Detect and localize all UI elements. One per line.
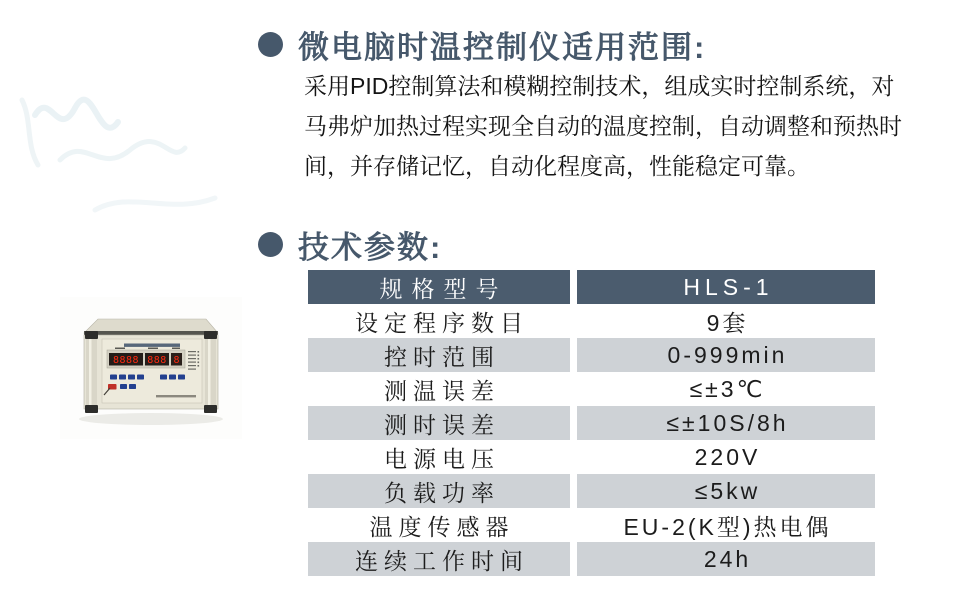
spec-value: 9套 <box>706 309 749 336</box>
column-divider <box>570 372 577 406</box>
spec-label: 控时范围 <box>308 338 570 372</box>
column-divider <box>570 508 577 542</box>
spec-value: ≤±3℃ <box>689 375 766 402</box>
table-row <box>308 542 875 576</box>
bullet-icon <box>258 32 283 57</box>
spec-header-value: HLS-1 <box>577 270 875 304</box>
svg-text:8888: 8888 <box>112 355 140 366</box>
table-row <box>308 474 875 508</box>
paragraph-line: 采用PID控制算法和模糊控制技术，组成实时控制系统，对 <box>304 73 895 99</box>
spec-table-header-row <box>308 270 875 304</box>
section-title-params: 技术参数: <box>298 230 443 265</box>
spec-table <box>308 270 875 576</box>
spec-header-label: 规格型号 <box>308 270 570 304</box>
table-row <box>308 406 875 440</box>
table-row <box>308 338 875 372</box>
section-heading-params <box>258 222 442 267</box>
spec-label: 连续工作时间 <box>308 542 570 576</box>
spec-label: 温度传感器 <box>369 513 515 540</box>
spec-label: 负载功率 <box>308 474 570 508</box>
panel-footer-text <box>156 395 196 397</box>
spec-value: ≤±10S/8h <box>577 406 875 440</box>
spec-value: ≤5kw <box>577 474 875 508</box>
table-row <box>308 508 875 542</box>
controller-product-photo <box>60 297 242 439</box>
section-title-range: 微电脑时温控制仪适用范围: <box>298 30 707 65</box>
table-row <box>308 304 875 338</box>
paragraph-line: 马弗炉加热过程实现全自动的温度控制，自动调整和预热时 <box>304 113 902 139</box>
device-top <box>84 319 218 336</box>
spec-value: 24h <box>577 542 875 576</box>
spec-value: 220V <box>694 443 761 470</box>
column-divider <box>570 406 577 440</box>
panel-title-text <box>124 344 180 347</box>
section-heading-range <box>258 22 706 67</box>
device-left-rail <box>85 331 98 413</box>
column-divider <box>570 270 577 304</box>
spec-label: 设定程序数目 <box>355 309 529 336</box>
svg-text:8: 8 <box>173 355 180 366</box>
bullet-icon <box>258 232 283 257</box>
paragraph-line: 间，并存储记忆，自动化程度高，性能稳定可靠。 <box>304 153 810 179</box>
device-shadow <box>79 413 223 425</box>
column-divider <box>570 304 577 338</box>
svg-text:888: 888 <box>147 355 167 366</box>
spec-value: 0-999min <box>577 338 875 372</box>
column-divider <box>570 338 577 372</box>
spec-table-body <box>308 304 875 576</box>
column-divider <box>570 440 577 474</box>
table-row <box>308 440 875 474</box>
column-divider <box>570 474 577 508</box>
column-divider <box>570 542 577 576</box>
description-paragraph <box>304 66 954 186</box>
table-row <box>308 372 875 406</box>
device-led-display <box>107 348 185 369</box>
watermark-scribble <box>0 70 260 240</box>
spec-label: 测时误差 <box>308 406 570 440</box>
spec-label: 电源电压 <box>384 445 500 472</box>
device-right-rail <box>204 331 217 413</box>
spec-value: EU-2(K型)热电偶 <box>623 513 832 540</box>
spec-label: 测温误差 <box>384 377 500 404</box>
